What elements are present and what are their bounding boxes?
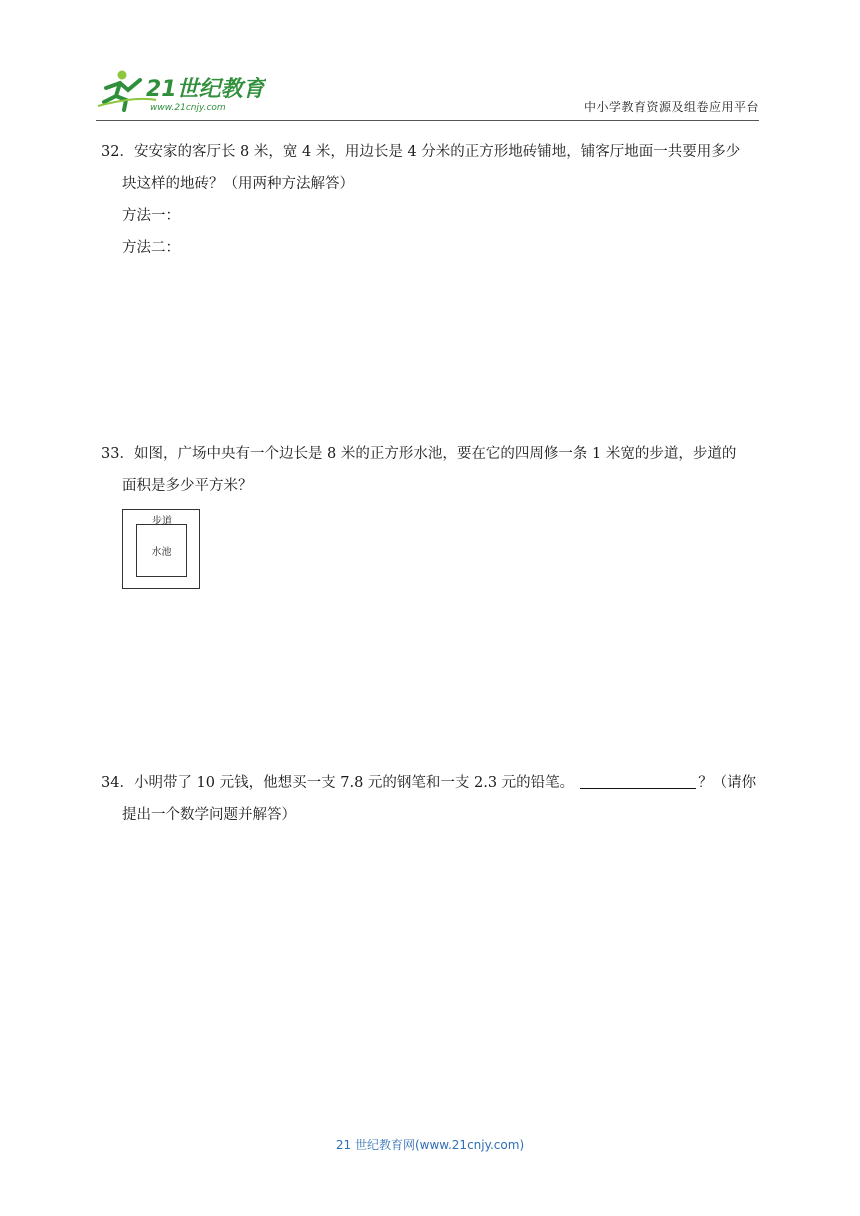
logo-graphic xyxy=(96,66,266,118)
walkway-label: 步道 xyxy=(152,516,172,527)
question-number: 34． xyxy=(101,775,134,791)
question-number: 32． xyxy=(101,144,134,160)
question-text: 小明带了 10 元钱，他想买一支 7.8 元的钢笔和一支 2.3 元的铅笔。 xyxy=(133,775,575,791)
method-2-label: 方法二： xyxy=(122,240,180,256)
question-33-line-1 xyxy=(101,438,761,470)
pool-diagram xyxy=(122,509,200,589)
logo-url: www.21cnjy.com xyxy=(150,103,226,113)
site-tagline: 中小学教育资源及组卷应用平台 xyxy=(583,100,759,114)
question-32-line-1 xyxy=(101,136,761,168)
question-32 xyxy=(101,136,761,264)
question-number: 33． xyxy=(101,446,134,462)
question-34-line-2: 提出一个数学问题并解答） xyxy=(122,807,296,823)
logo-text: 21世纪教育 xyxy=(146,77,265,102)
site-logo[interactable] xyxy=(96,66,266,118)
method-1-label: 方法一： xyxy=(122,208,180,224)
header-divider xyxy=(96,120,759,121)
question-text-end: ？（请你 xyxy=(698,775,757,791)
pool-label: 水池 xyxy=(151,547,172,558)
question-32-line-2: 块这样的地砖？（用两种方法解答） xyxy=(122,176,354,192)
page-header xyxy=(0,0,860,125)
pool-square xyxy=(136,524,187,577)
answer-blank[interactable] xyxy=(580,774,696,789)
question-33 xyxy=(101,438,761,502)
question-34-line-1 xyxy=(101,767,761,799)
footer-link[interactable]: 21 世纪教育网(www.21cnjy.com) xyxy=(335,1138,525,1152)
question-34 xyxy=(101,767,761,831)
question-text: 如图，广场中央有一个边长是 8 米的正方形水池，要在它的四周修一条 1 米宽的步道，步道的 xyxy=(133,446,737,462)
question-33-line-2: 面积是多少平方米？ xyxy=(122,478,253,494)
question-text: 安安家的客厅长 8 米，宽 4 米，用边长是 4 分米的正方形地砖铺地，铺客厅地面一共要用多少 xyxy=(133,144,741,160)
